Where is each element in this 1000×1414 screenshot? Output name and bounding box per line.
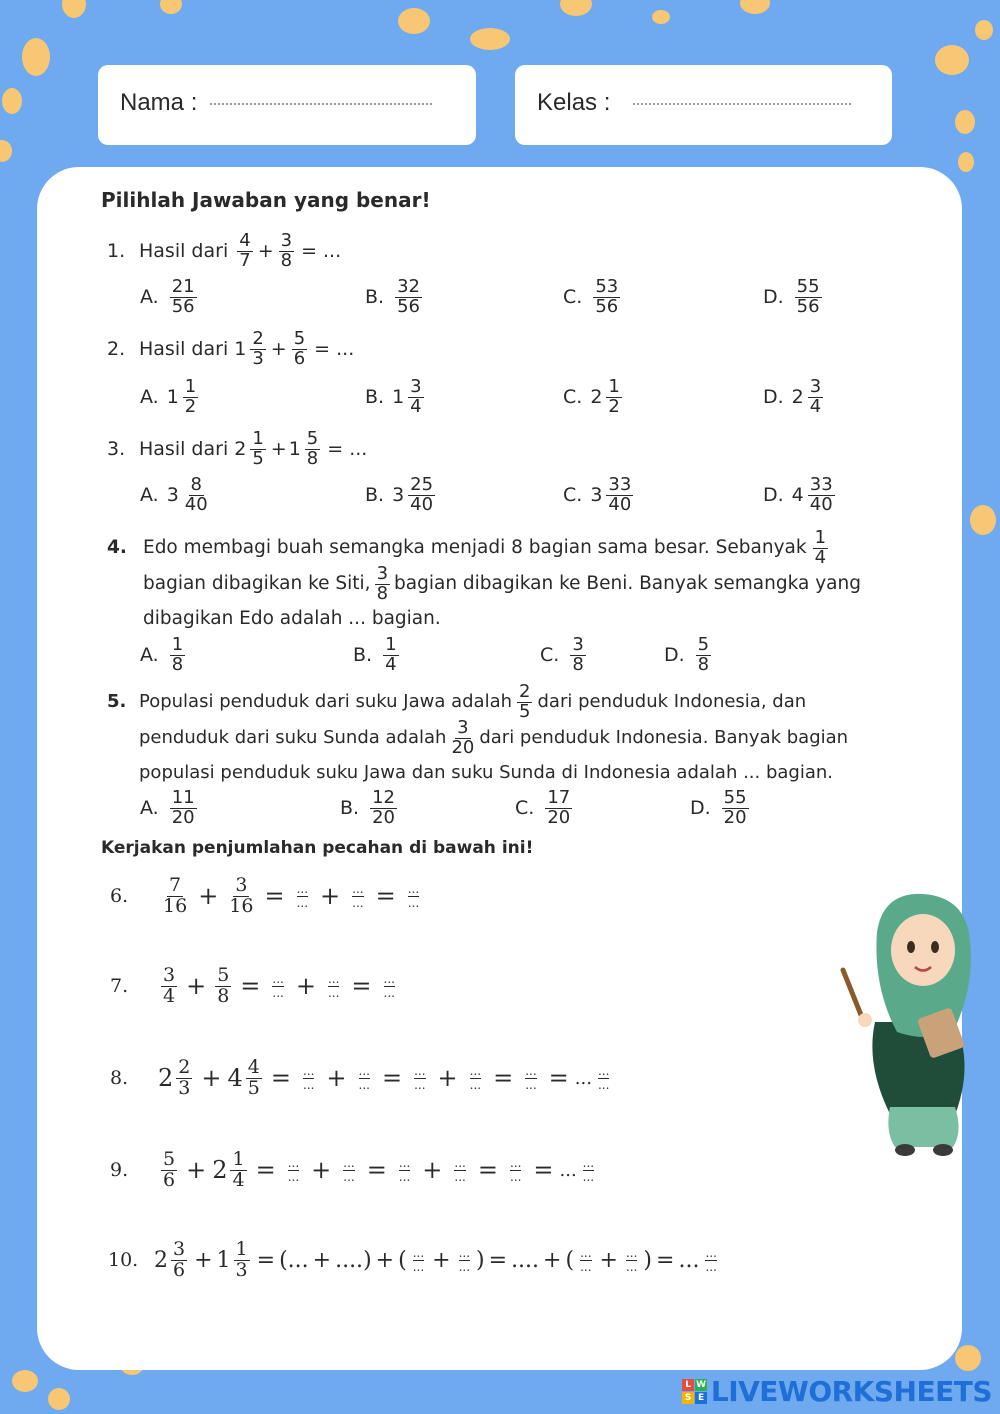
answer-blank[interactable]: ... ...	[625, 1245, 638, 1274]
q5-option-b[interactable]: B. $\frac{12}{20}$	[340, 787, 395, 828]
answer-blank[interactable]: ... ...	[302, 1063, 315, 1092]
q3-option-b[interactable]: B. 3 $\frac{25}{40}$	[365, 474, 434, 515]
q4-option-d[interactable]: D. $\frac{5}{8}$	[664, 634, 710, 675]
answer-blank[interactable]: ... ...	[287, 1155, 300, 1184]
logo-icon: L W S E	[682, 1379, 707, 1404]
fraction: $\frac{3}{8}$	[280, 230, 293, 271]
name-box	[98, 65, 476, 145]
question-9: 9. $\frac{5}{6}$ + 2 $\frac{1}{4}$ = ... ... + ... ... = ... ... + ... ... = ... ... = ... ... ...	[110, 1148, 595, 1191]
answer-blank[interactable]: ... ...	[412, 1245, 425, 1274]
answer-blank[interactable]: ... ...	[469, 1063, 482, 1092]
question-5: 5. Populasi penduduk dari suku Jawa adalah $\frac{2}{5}$ dari penduduk Indonesia, dan penduduk dari suku Sunda adalah $\frac{3}{20}$ dari penduduk Indonesia. Banyak bagian populasi penduduk suku Jawa dan suku Sunda di Indonesia adalah ... bagian.	[107, 680, 849, 783]
q5-option-d[interactable]: D. $\frac{55}{20}$	[690, 787, 747, 828]
question-7: 7. $\frac{3}{4}$ + $\frac{5}{8}$ = ... ... + ... ... = ... ...	[110, 964, 395, 1007]
answer-blank[interactable]: ... ...	[458, 1245, 471, 1274]
q5-option-c[interactable]: C. $\frac{17}{20}$	[515, 787, 571, 828]
answer-blank[interactable]: ... ...	[327, 971, 340, 1000]
answer-blank[interactable]: ... ...	[454, 1155, 466, 1184]
answer-blank[interactable]: ... ...	[296, 881, 309, 910]
q1-option-d[interactable]: D. $\frac{55}{56}$	[763, 276, 820, 317]
q4-option-b[interactable]: B. $\frac{1}{4}$	[353, 634, 397, 675]
name-label: Nama :	[120, 89, 198, 116]
question-1: 1. Hasil dari $\frac{4}{7}$ + $\frac{3}{8}$ = ...	[107, 230, 342, 271]
instruction-choose: Pilihlah Jawaban yang benar!	[101, 188, 431, 212]
answer-blank[interactable]: ... ...	[525, 1063, 537, 1092]
q3-option-c[interactable]: C. 3 $\frac{33}{40}$	[563, 474, 632, 515]
q2-option-a[interactable]: A. 1 $\frac{1}{2}$	[140, 376, 197, 417]
question-10: 10. 2 $\frac{3}{6}$ + 1 $\frac{1}{3}$ = ( ... + .... ) + ( ... ... + ... ... ) = .... + ( ... ... + ... ... ) = ... ... ...	[108, 1238, 717, 1281]
q4-option-c[interactable]: C. $\frac{3}{8}$	[540, 634, 584, 675]
question-2: 2. Hasil dari 1 $\frac{2}{3}$ + $\frac{5}{6}$ = ...	[107, 328, 355, 369]
answer-blank[interactable]: ... ...	[509, 1155, 522, 1184]
q3-option-a[interactable]: A. 3 $\frac{8}{40}$	[140, 474, 208, 515]
q1-option-c[interactable]: C. $\frac{53}{56}$	[563, 276, 619, 317]
question-4: 4. Edo membagi buah semangka menjadi 8 bagian sama besar. Sebanyak $\frac{1}{4}$ bagian dibagikan ke Siti, $\frac{3}{8}$ bagian dibagikan ke Beni. Banyak semangka yang dibagikan Edo adalah ... bagian.	[107, 526, 861, 629]
answer-blank[interactable]: ... ...	[705, 1245, 717, 1274]
q1-option-a[interactable]: A. $\frac{21}{56}$	[140, 276, 195, 317]
logo-text: LIVEWORKSHEETS	[710, 1375, 992, 1408]
class-box	[515, 65, 892, 145]
fraction: $\frac{4}{7}$	[239, 230, 251, 271]
question-8: 8. 2 $\frac{2}{3}$ + 4 $\frac{4}{5}$ = ... ... + ... ... = ... ... + ... ... = ... ... = ... ... ...	[110, 1056, 610, 1099]
answer-blank[interactable]: ... ...	[597, 1063, 610, 1092]
q5-option-a[interactable]: A. $\frac{11}{20}$	[140, 787, 195, 828]
question-3: 3. Hasil dari 2 $\frac{1}{5}$ + 1 $\frac{5}{8}$ = ...	[107, 428, 368, 469]
q2-option-d[interactable]: D. 2 $\frac{3}{4}$	[763, 376, 822, 417]
answer-blank[interactable]: ... ...	[272, 971, 284, 1000]
q2-option-c[interactable]: C. 2 $\frac{1}{2}$	[563, 376, 620, 417]
class-label: Kelas :	[537, 89, 611, 116]
answer-blank[interactable]: ... ...	[352, 881, 364, 910]
class-dotted-line	[633, 101, 851, 105]
answer-blank[interactable]: ... ...	[358, 1063, 370, 1092]
answer-blank[interactable]: ... ...	[582, 1155, 595, 1184]
answer-blank[interactable]: ... ...	[414, 1063, 426, 1092]
answer-blank[interactable]: ... ...	[343, 1155, 355, 1184]
teacher-illustration	[835, 892, 985, 1162]
instruction-compute: Kerjakan penjumlahan pecahan di bawah ini!	[101, 838, 534, 858]
answer-blank[interactable]: ... ...	[383, 971, 395, 1000]
name-dotted-line	[210, 101, 432, 105]
q3-option-d[interactable]: D. 4 $\frac{33}{40}$	[763, 474, 833, 515]
answer-blank[interactable]: ... ...	[407, 881, 420, 910]
q2-option-b[interactable]: B. 1 $\frac{3}{4}$	[365, 376, 422, 417]
liveworksheets-logo	[682, 1375, 992, 1408]
q1-option-b[interactable]: B. $\frac{32}{56}$	[365, 276, 420, 317]
answer-blank[interactable]: ... ...	[398, 1155, 411, 1184]
q4-option-a[interactable]: A. $\frac{1}{8}$	[140, 634, 184, 675]
question-6: 6. $\frac{7}{16}$ + $\frac{3}{16}$ = ... ... + ... ... = ... ...	[110, 874, 420, 917]
answer-blank[interactable]: ... ...	[580, 1245, 592, 1274]
